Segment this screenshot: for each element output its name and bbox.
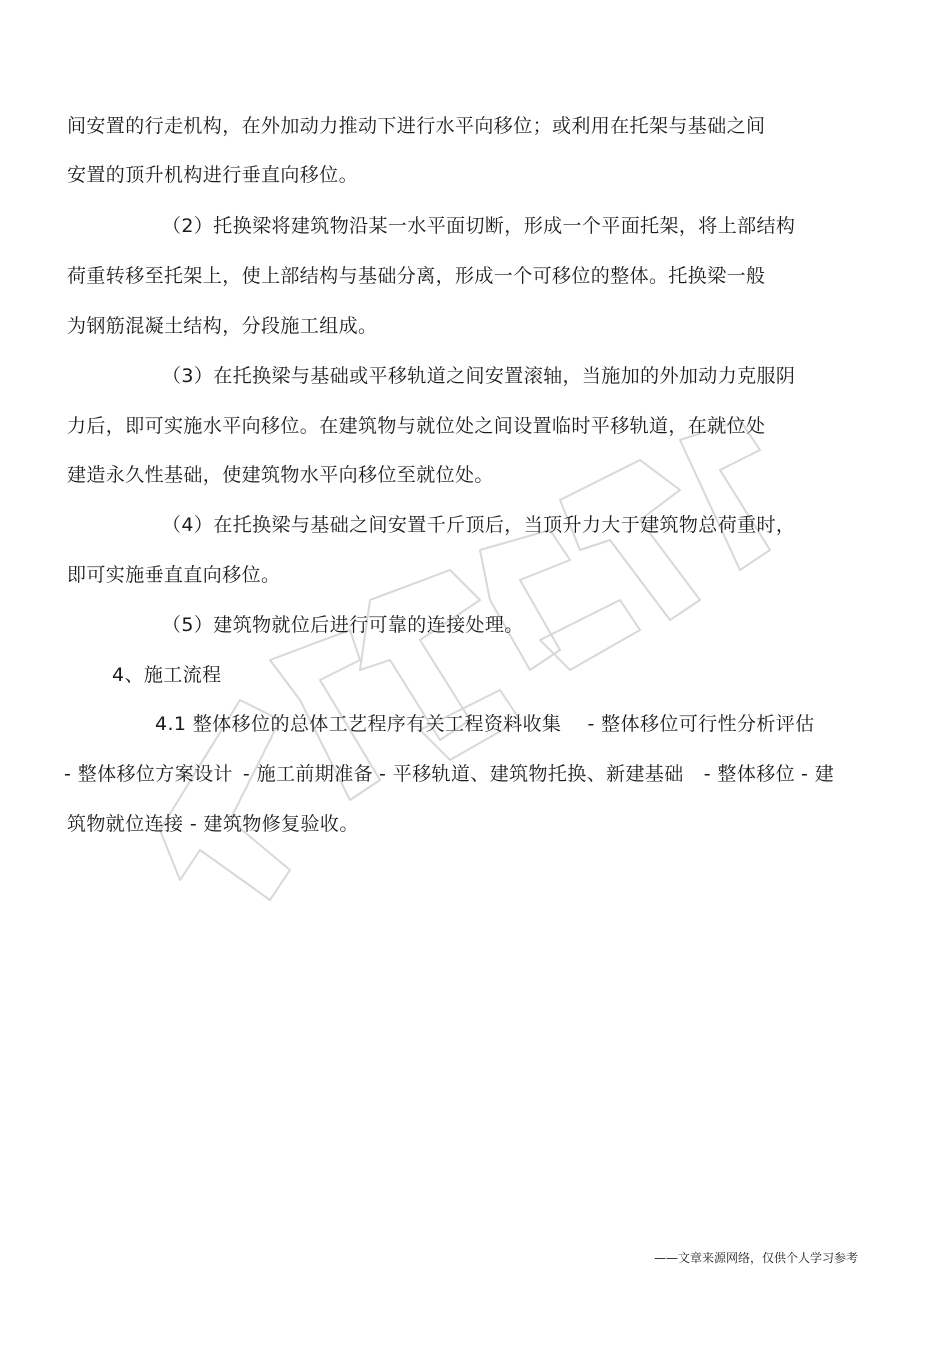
item-4-line-2: 即可实施垂直直向移位。: [67, 564, 281, 586]
flow-line-1: [155, 711, 815, 737]
item-2-line-3: 为钢筋混凝土结构，分段施工组成。: [67, 315, 378, 337]
flow-line-3: 筑物就位连接 - 建筑物修复验收。: [67, 813, 359, 835]
flow-line-1-part-b: - 整体移位可行性分析评估: [587, 713, 815, 735]
body-line-1: 间安置的行走机构，在外加动力推动下进行水平向移位；或利用在托架与基础之间: [67, 115, 766, 137]
item-5-line-1: （5）建筑物就位后进行可靠的连接处理。: [162, 614, 524, 636]
item-2-line-1: （2）托换梁将建筑物沿某一水平面切断，形成一个平面托架，将上部结构: [162, 215, 796, 237]
body-line-2: 安置的顶升机构进行垂直向移位。: [67, 164, 359, 186]
flow-line-2-part-a: - 整体移位方案设计: [64, 763, 233, 785]
flow-line-1-part-a: 4.1 整体移位的总体工艺程序有关工程资料收集: [155, 713, 562, 735]
flow-line-2-part-e: - 建: [801, 763, 835, 785]
item-2-line-2: 荷重转移至托架上，使上部结构与基础分离，形成一个可移位的整体。托换梁一般: [67, 265, 766, 287]
item-3-line-1: （3）在托换梁与基础或平移轨道之间安置滚轴，当施加的外加动力克服阴: [162, 365, 796, 387]
item-3-line-2: 力后，即可实施水平向移位。在建筑物与就位处之间设置临时平移轨道，在就位处: [67, 415, 766, 437]
flow-line-2-part-b: - 施工前期准备: [242, 763, 374, 785]
item-3-line-3: 建造永久性基础，使建筑物水平向移位至就位处。: [67, 464, 494, 486]
footer-note: ——文章来源网络，仅供个人学习参考: [653, 1251, 858, 1265]
item-4-line-1: （4）在托换梁与基础之间安置千斤顶后，当顶升力大于建筑物总荷重时，: [162, 514, 796, 536]
flow-line-2: [64, 761, 834, 787]
section-heading: 4、施工流程: [112, 664, 222, 686]
flow-line-2-part-c: - 平移轨道、建筑物托换、新建基础: [379, 763, 684, 785]
flow-line-2-part-d: - 整体移位: [703, 763, 796, 785]
